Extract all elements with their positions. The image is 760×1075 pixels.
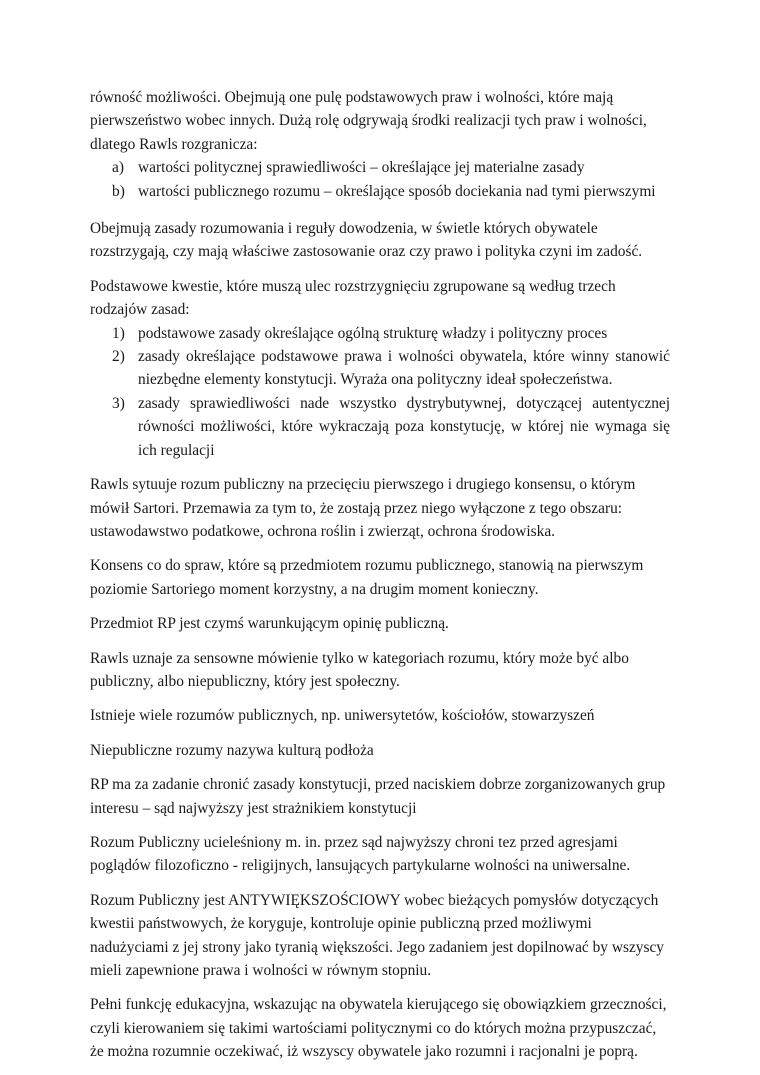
paragraph: Przedmiot RP jest czymś warunkującym opinię publiczną. — [90, 615, 449, 633]
paragraph: RP ma za zadanie chronić zasady konstytucji, przed naciskiem dobrze zorganizowanych grup interesu – sąd najwyższy jest strażnikiem konstytucji — [90, 776, 666, 817]
intro-line: równość możliwości. Obejmują one pulę podstawowych praw i wolności, które mają — [90, 89, 614, 106]
intro-paragraph — [90, 86, 670, 156]
paragraph-reasoning: Obejmują zasady rozumowania i reguły dowodzenia, w świetle których obywatele rozstrzygają, czy mają właściwe zastosowanie oraz czy prawo i polityka czyni im zadość. — [90, 220, 643, 261]
list-item-text: wartości publicznego rozumu – określające sposób dociekania nad tymi pierwszymi — [138, 182, 656, 200]
list-item-text: podstawowe zasady określające ogólną strukturę władzy i polityczny proces — [138, 324, 608, 342]
paragraph: Rawls uznaje za sensowne mówienie tylko w kategoriach rozumu, który może być albo publiczny, albo niepubliczny, który jest społeczny. — [90, 649, 629, 690]
paragraph: Konsens co do spraw, które są przedmiotem rozumu publicznego, stanowią na pierwszym poziomie Sartoriego moment korzystny, a na drugim moment konieczny. — [90, 557, 644, 598]
list-marker: 2) — [112, 348, 125, 366]
paragraph-basic-questions: Podstawowe kwestie, które muszą ulec rozstrzygnięciu zgrupowane są według trzech rodzajów zasad: — [90, 277, 616, 319]
list-item — [90, 392, 670, 462]
list-marker: b) — [112, 182, 125, 200]
paragraph: Rozum Publiczny jest ANTYWIĘKSZOŚCIOWY wobec bieżących pomysłów dotyczących kwestii państwowych, że koryguje, kontroluje opinie publiczną przed możliwymi nadużyciami z jej strony jako tyranią większości. Jego zadaniem jest dopilnować by wszyscy mieli zapewnione prawa i wolności w równym stopniu. — [90, 891, 664, 979]
paragraph: Istnieje wiele rozumów publicznych, np. uniwersytetów, kościołów, stowarzyszeń — [90, 707, 595, 725]
list-marker: 3) — [112, 394, 125, 412]
paragraph: Rawls sytuuje rozum publiczny na przecięciu pierwszego i drugiego konsensu, o którym mówił Sartori. Przemawia za tym to, że zostają przez niego wyłączone z tego obszaru: ustawodawstwo podatkowe, ochrona roślin i zwierząt, ochrona środowiska. — [90, 476, 636, 540]
list-marker: 1) — [112, 324, 125, 342]
intro-line: dlatego Rawls rozgranicza: — [90, 135, 258, 153]
paragraph: Rozum Publiczny ucieleśniony m. in. przez sąd najwyższy chroni tez przed agresjami poglądów filozoficzno - religijnych, lansujących partykularne wolności na uniwersalne. — [90, 833, 631, 875]
list-item — [90, 322, 670, 345]
paragraph: Niepubliczne rozumy nazywa kulturą podłoża — [90, 741, 374, 759]
list-item-text: wartości politycznej sprawiedliwości – określające jej materialne zasady — [138, 159, 585, 177]
intro-line: pierwszeństwo wobec innych. Dużą rolę odgrywają środki realizacji tych praw i wolności, — [90, 112, 647, 130]
list-marker: a) — [112, 159, 124, 177]
document-body — [90, 86, 670, 1075]
list-principles — [90, 322, 670, 462]
list-item — [90, 345, 670, 392]
paragraph: Pełni funkcję edukacyjna, wskazując na obywatela kierującego się obowiązkiem grzeczności, czyli kierowaniem się takimi wartościami politycznymi co do których można przypuszczać, że można rozumnie oczekiwać, iż wszyscy obywatele jako rozumni i racjonalni je poprą. — [90, 996, 667, 1061]
list-item-text: zasady sprawiedliwości nade wszystko dystrybutywnej, dotyczącej autentycznej równości możliwości, które wykraczają poza konstytucję, w której nie wymaga się ich regulacji — [138, 394, 670, 459]
list-item-text: zasady określające podstawowe prawa i wolności obywatela, które winny stanowić niezbędne elementy konstytucji. Wyraża ona polityczny ideał społeczeństwa. — [138, 348, 670, 389]
list-values — [90, 156, 670, 203]
list-item — [90, 156, 670, 179]
list-item — [90, 180, 670, 203]
